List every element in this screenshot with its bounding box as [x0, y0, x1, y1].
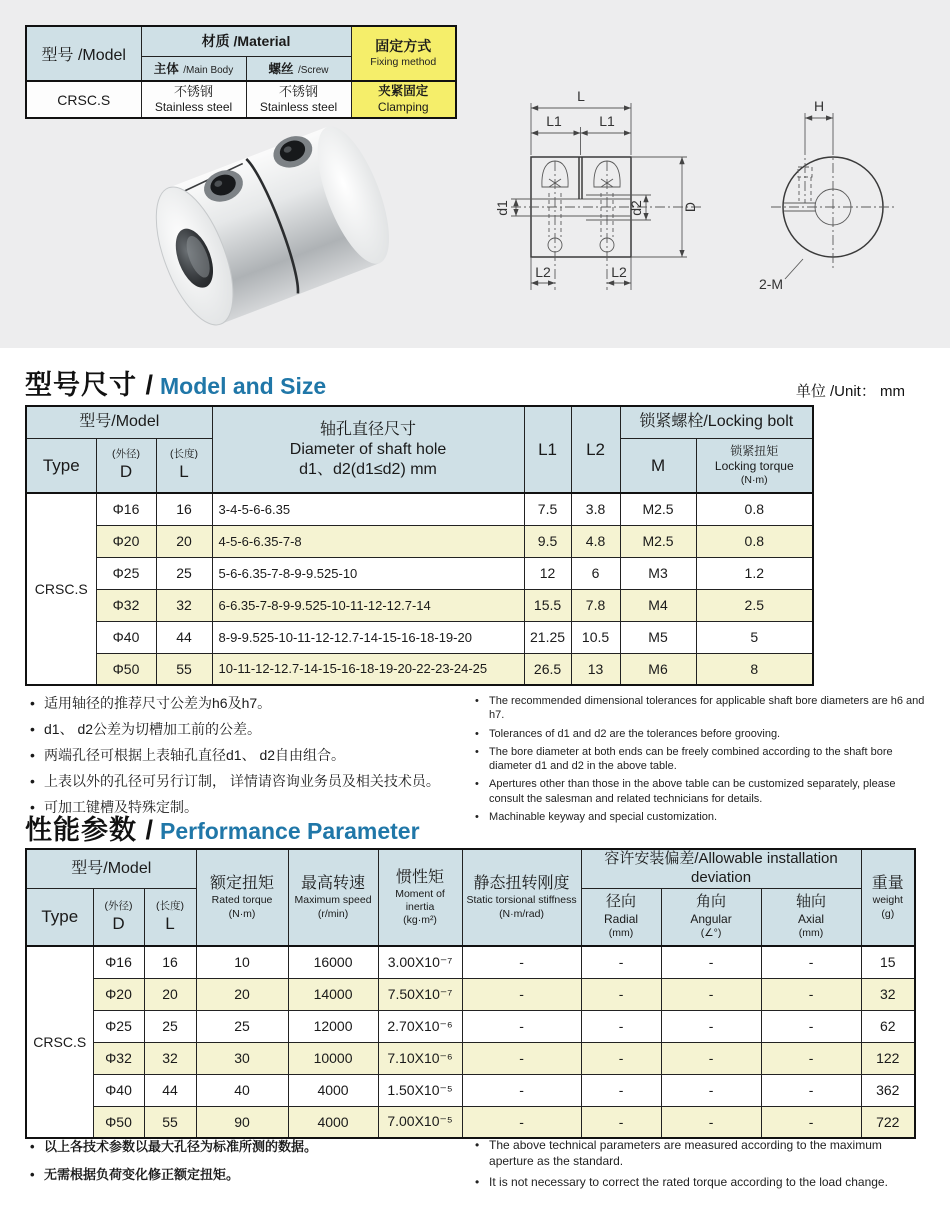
model-group-header: 型号/Model — [26, 849, 196, 888]
stiff-cell: - — [462, 1074, 581, 1106]
angular-cell: - — [661, 978, 761, 1010]
speed-cell: 12000 — [288, 1010, 378, 1042]
axial-cell: - — [761, 1042, 861, 1074]
length-header: (长度) L — [156, 438, 212, 493]
stiff-cell: - — [462, 1106, 581, 1138]
l1-cell: 26.5 — [524, 653, 571, 685]
l1-cell: 15.5 — [524, 589, 571, 621]
l2-cell: 10.5 — [571, 621, 620, 653]
main-body-value-cell: 不锈钢 Stainless steel — [141, 81, 246, 118]
d-cell: Φ40 — [93, 1074, 144, 1106]
torque-cell: 0.8 — [696, 493, 813, 525]
m-cell: M3 — [620, 557, 696, 589]
locking-torque-header: 锁紧扭矩 Locking torque (N·m) — [696, 438, 813, 493]
note-item: • 两端孔径可根据上表轴孔直径d1、 d2自由组合。 — [30, 746, 475, 765]
angular-header: 角向 Angular (∠°) — [661, 888, 761, 946]
material-header: 材质 /Material — [141, 26, 351, 56]
torque-cell: 90 — [196, 1106, 288, 1138]
dimension-label-L: L — [577, 88, 585, 104]
dimension-drawing-image — [453, 75, 941, 325]
inertia-cell: 2.70X10⁻⁶ — [378, 1010, 462, 1042]
torque-cell: 40 — [196, 1074, 288, 1106]
table-row — [26, 621, 813, 653]
d-cell: Φ50 — [96, 653, 156, 685]
angular-cell: - — [661, 1010, 761, 1042]
axial-cell: - — [761, 978, 861, 1010]
note-item: • It is not necessary to correct the rated torque according to the load change. — [475, 1175, 925, 1191]
axial-cell: - — [761, 1106, 861, 1138]
note-item: • Machinable keyway and special customization. — [475, 810, 925, 824]
note-item: • Tolerances of d1 and d2 are the tolerances before grooving. — [475, 727, 925, 741]
l-cell: 25 — [144, 1010, 196, 1042]
torque-cell: 25 — [196, 1010, 288, 1042]
angular-cell: - — [661, 946, 761, 978]
table-row — [26, 946, 915, 978]
l2-cell: 13 — [571, 653, 620, 685]
size-notes-en-list — [475, 694, 925, 828]
d-cell: Φ50 — [93, 1106, 144, 1138]
stiff-cell: - — [462, 946, 581, 978]
weight-header: 重量 weight (g) — [861, 849, 915, 946]
table-row — [26, 1074, 915, 1106]
weight-cell: 32 — [861, 978, 915, 1010]
table-row — [26, 1010, 915, 1042]
torque-cell: 20 — [196, 978, 288, 1010]
d-cell: Φ16 — [96, 493, 156, 525]
od-header: (外径) D — [96, 438, 156, 493]
dimension-label-L1: L1 — [599, 113, 615, 129]
axial-cell: - — [761, 1074, 861, 1106]
weight-cell: 122 — [861, 1042, 915, 1074]
weight-cell: 62 — [861, 1010, 915, 1042]
stiffness-header: 静态扭转刚度 Static torsional stiffness (N·m/rad) — [462, 849, 581, 946]
angular-cell: - — [661, 1106, 761, 1138]
holes-cell: 6-6.35-7-8-9-9.525-10-11-12-12.7-14 — [212, 589, 524, 621]
m-cell: M5 — [620, 621, 696, 653]
torque-cell: 1.2 — [696, 557, 813, 589]
holes-cell: 10-11-12-12.7-14-15-16-18-19-20-22-23-24-25 — [212, 653, 524, 685]
model-header: 型号 /Model — [26, 26, 141, 81]
radial-header: 径向 Radial (mm) — [581, 888, 661, 946]
dimension-label-L2: L2 — [535, 264, 551, 280]
inertia-cell: 7.50X10⁻⁷ — [378, 978, 462, 1010]
l-cell: 16 — [144, 946, 196, 978]
inertia-cell: 1.50X10⁻⁵ — [378, 1074, 462, 1106]
m-cell: M6 — [620, 653, 696, 685]
locking-bolt-group-header: 锁紧螺栓/Locking bolt — [620, 406, 813, 438]
speed-cell: 16000 — [288, 946, 378, 978]
weight-cell: 362 — [861, 1074, 915, 1106]
l-cell: 55 — [144, 1106, 196, 1138]
model-type-cell: CRSC.S — [26, 493, 96, 685]
table-row — [26, 978, 915, 1010]
l-cell: 25 — [156, 557, 212, 589]
l2-cell: 6 — [571, 557, 620, 589]
m-cell: M2.5 — [620, 525, 696, 557]
weight-cell: 15 — [861, 946, 915, 978]
l1-header: L1 — [524, 406, 571, 493]
table-row — [26, 81, 456, 118]
od-header: (外径) D — [93, 888, 144, 946]
inertia-cell: 7.00X10⁻⁵ — [378, 1106, 462, 1138]
radial-cell: - — [581, 946, 661, 978]
dimension-label-d1: d1 — [494, 200, 510, 216]
note-item: • The bore diameter at both ends can be freely combined according to the shaft bore diameter d1 and d2 in the above table. — [475, 745, 925, 774]
hidden-screw — [798, 145, 812, 203]
stiff-cell: - — [462, 1010, 581, 1042]
note-item: • The above technical parameters are measured according to the maximum aperture as the standard. — [475, 1138, 925, 1169]
note-item: • d1、 d2公差为切槽加工前的公差。 — [30, 720, 475, 739]
technical-drawing — [453, 75, 941, 325]
angular-cell: - — [661, 1042, 761, 1074]
torque-cell: 5 — [696, 621, 813, 653]
l1-cell: 7.5 — [524, 493, 571, 525]
note-item: • 以上各技术参数以最大孔径为标准所测的数据。 — [30, 1138, 475, 1156]
performance-section-title: 性能参数 / Performance Parameter — [25, 815, 420, 845]
deviation-group-header: 容许安装偏差/Allowable installation deviation — [581, 849, 861, 888]
torque-cell: 2.5 — [696, 589, 813, 621]
d-cell: Φ25 — [96, 557, 156, 589]
model-group-header: 型号/Model — [26, 406, 212, 438]
l2-cell: 7.8 — [571, 589, 620, 621]
table-row — [26, 1042, 915, 1074]
material-spec-table — [25, 25, 457, 119]
l1-cell: 21.25 — [524, 621, 571, 653]
l1-cell: 9.5 — [524, 525, 571, 557]
radial-cell: - — [581, 1042, 661, 1074]
speed-cell: 4000 — [288, 1106, 378, 1138]
l-cell: 20 — [144, 978, 196, 1010]
d-cell: Φ25 — [93, 1010, 144, 1042]
d-cell: Φ20 — [96, 525, 156, 557]
stiff-cell: - — [462, 978, 581, 1010]
note-item: • 适用轴径的推荐尺寸公差为h6及h7。 — [30, 694, 475, 713]
table-row — [26, 653, 813, 685]
dimension-label-L1: L1 — [546, 113, 562, 129]
inertia-header: 惯性矩 Moment of inertia (kg·m²) — [378, 849, 462, 946]
l-cell: 55 — [156, 653, 212, 685]
size-section-title: 型号尺寸 / Model and Size — [25, 370, 327, 400]
l-cell: 44 — [144, 1074, 196, 1106]
weight-cell: 722 — [861, 1106, 915, 1138]
inertia-cell: 7.10X10⁻⁶ — [378, 1042, 462, 1074]
shaft-hole-header: 轴孔直径尺寸 Diameter of shaft hole d1、d2(d1≤d2) mm — [212, 406, 524, 493]
note-item: • 可加工键槽及特殊定制。 — [30, 798, 475, 817]
d-cell: Φ32 — [96, 589, 156, 621]
product-overview-section — [0, 0, 950, 348]
torque-cell: 30 — [196, 1042, 288, 1074]
screw-header: 螺丝 /Screw — [246, 56, 351, 81]
holes-cell: 4-5-6-6.35-7-8 — [212, 525, 524, 557]
dimension-label-L2: L2 — [611, 264, 627, 280]
axial-cell: - — [761, 946, 861, 978]
speed-cell: 14000 — [288, 978, 378, 1010]
d-cell: Φ16 — [93, 946, 144, 978]
m-header: M — [620, 438, 696, 493]
radial-cell: - — [581, 978, 661, 1010]
m-cell: M2.5 — [620, 493, 696, 525]
m-cell: M4 — [620, 589, 696, 621]
torque-cell: 10 — [196, 946, 288, 978]
speed-cell: 4000 — [288, 1074, 378, 1106]
table-row — [26, 525, 813, 557]
holes-cell: 5-6-6.35-7-8-9-9.525-10 — [212, 557, 524, 589]
radial-cell: - — [581, 1074, 661, 1106]
type-header: Type — [26, 888, 93, 946]
rated-torque-header: 额定扭矩 Rated torque (N·m) — [196, 849, 288, 946]
l-cell: 32 — [144, 1042, 196, 1074]
note-item: • 上表以外的孔径可另行订制， 详情请咨询业务员及相关技术员。 — [30, 772, 475, 791]
fixing-method-header: 固定方式 Fixing method — [351, 26, 456, 81]
dimension-label-H: H — [813, 98, 825, 114]
d-cell: Φ40 — [96, 621, 156, 653]
screw-value-cell: 不锈钢 Stainless steel — [246, 81, 351, 118]
dimension-label-D: D — [682, 201, 698, 213]
note-item: • Apertures other than those in the above table can be customized separately, please consult the salesman and related technicians for details. — [475, 777, 925, 806]
holes-cell: 3-4-5-6-6.35 — [212, 493, 524, 525]
model-type-cell: CRSC.S — [26, 946, 93, 1138]
max-speed-header: 最高转速 Maximum speed (r/min) — [288, 849, 378, 946]
axial-header: 轴向 Axial (mm) — [761, 888, 861, 946]
type-header: Type — [26, 438, 96, 493]
torque-cell: 0.8 — [696, 525, 813, 557]
bolt-callout-label: 2-M — [758, 276, 784, 292]
table-row — [26, 493, 813, 525]
l2-header: L2 — [571, 406, 620, 493]
speed-cell: 10000 — [288, 1042, 378, 1074]
note-item: • 无需根据负荷变化修正额定扭矩。 — [30, 1166, 475, 1184]
inertia-cell: 3.00X10⁻⁷ — [378, 946, 462, 978]
dimension-label-d2: d2 — [628, 200, 644, 216]
size-table — [25, 405, 814, 686]
perf-notes-cn-list — [30, 1138, 475, 1197]
perf-notes-en-list — [475, 1138, 925, 1197]
radial-cell: - — [581, 1010, 661, 1042]
radial-cell: - — [581, 1106, 661, 1138]
l2-cell: 4.8 — [571, 525, 620, 557]
torque-cell: 8 — [696, 653, 813, 685]
stiff-cell: - — [462, 1042, 581, 1074]
d-cell: Φ20 — [93, 978, 144, 1010]
unit-label: 单位 /Unit： mm — [795, 383, 905, 400]
length-header: (长度) L — [144, 888, 196, 946]
l2-cell: 3.8 — [571, 493, 620, 525]
model-value-cell: CRSC.S — [26, 81, 141, 118]
l-cell: 16 — [156, 493, 212, 525]
fixing-value-cell: 夹紧固定 Clamping — [351, 81, 456, 118]
l-cell: 32 — [156, 589, 212, 621]
l1-cell: 12 — [524, 557, 571, 589]
l-cell: 20 — [156, 525, 212, 557]
angular-cell: - — [661, 1074, 761, 1106]
holes-cell: 8-9-9.525-10-11-12-12.7-14-15-16-18-19-20 — [212, 621, 524, 653]
coupling-photo-image — [100, 118, 435, 343]
table-row — [26, 557, 813, 589]
axial-cell: - — [761, 1010, 861, 1042]
d-cell: Φ32 — [93, 1042, 144, 1074]
performance-table — [25, 848, 916, 1139]
l-cell: 44 — [156, 621, 212, 653]
performance-notes — [30, 1138, 925, 1197]
table-row — [26, 589, 813, 621]
table-row — [26, 1106, 915, 1138]
main-body-header: 主体 /Main Body — [141, 56, 246, 81]
product-photo — [100, 118, 435, 343]
note-item: • The recommended dimensional tolerances for applicable shaft bore diameters are h6 and h7. — [475, 694, 925, 723]
